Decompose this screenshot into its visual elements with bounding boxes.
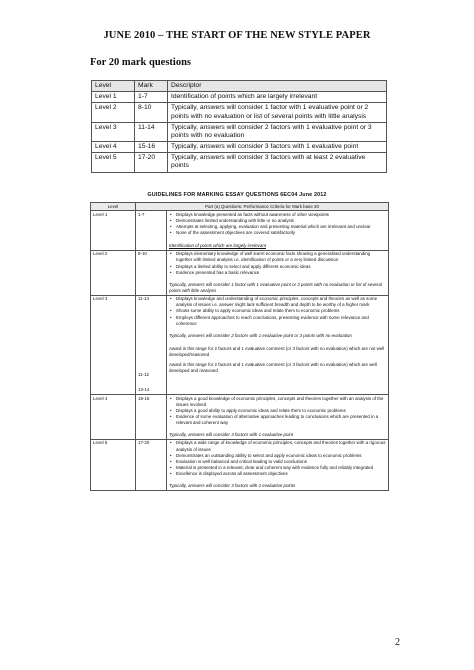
criteria-list xyxy=(169,212,386,237)
guidelines-row-level-1 xyxy=(91,211,389,251)
section-title: For 20 mark questions xyxy=(90,57,192,68)
criteria-list xyxy=(169,296,386,327)
mark-cell: 17-20 xyxy=(136,439,167,490)
typical-answer-note: Typically, answers will consider 3 factors with 2 evaluative points xyxy=(169,483,296,489)
award-range-text: Award in this range for 2 factors and 1 evaluative comment (or 3 factors with no evaluation) which are not well developed/reasoned xyxy=(169,346,385,358)
descriptor-header-row xyxy=(92,81,387,92)
descriptor-cell: Typically, answers will consider 1 factor with 1 evaluative point or 2 points with no evaluation or list of several points with little analysis xyxy=(168,103,387,122)
criteria-list xyxy=(169,396,386,427)
descriptor-cell: Identification of points which are largely irrelevant xyxy=(168,92,387,103)
criteria-item: • Excellence is displayed across all assessment objectives xyxy=(175,471,386,477)
mark-cell: 11-14 xyxy=(135,122,168,141)
typical-answer-note: Typically, answers will consider 3 factors with 1 evaluative point xyxy=(169,432,294,438)
mark-cell: 15-16 xyxy=(136,395,167,440)
guidelines-title: GUIDELINES FOR MARKING ESSAY QUESTIONS 6EC04 June 2012 xyxy=(147,192,327,198)
criteria-item: • Employs different approaches to reach conclusions, presenting evidence with some relevance and coherence xyxy=(175,315,386,327)
mark-cell: 17-20 xyxy=(135,153,168,172)
mark-cell: 1-7 xyxy=(136,211,167,251)
criteria-list xyxy=(169,251,386,276)
criteria-item: • Displays knowledge presented as facts without awareness of other viewpoints xyxy=(175,212,386,218)
level-cell: Level 3 xyxy=(91,295,136,394)
sub-mark-range: 13-14 xyxy=(138,387,150,393)
level-cell: Level 4 xyxy=(92,142,135,153)
level-cell: Level 2 xyxy=(91,250,136,295)
guidelines-row-level-5 xyxy=(91,439,389,490)
criteria-item: • Displays a wide range of knowledge of economic principles, concepts and theories together with a rigorous analysis of issues xyxy=(175,440,386,452)
typical-answer-note: Identification of points which are largely irrelevant xyxy=(169,243,266,249)
sub-mark-range: 11-12 xyxy=(138,372,150,378)
criteria-item: • Shows some ability to apply economic ideas and relate them to economic problems xyxy=(175,308,386,314)
table-row xyxy=(92,103,387,122)
guidelines-table xyxy=(90,202,389,491)
mark-cell xyxy=(136,295,167,394)
criteria-item: • Displays knowledge and understanding of economic principles, concepts and theories as well as some analysis of issues i.e. answer might lack sufficient breadth and depth to be worthy of a higher mark xyxy=(175,296,386,308)
criteria-cell xyxy=(167,295,389,394)
criteria-item: • Material is presented in a relevant, clear and coherent way with evidence fully and reliably integrated xyxy=(175,465,386,471)
typical-answer-note: Typically, answers will consider 2 factors with 1 evaluative point or 3 points with no evaluation xyxy=(169,332,352,338)
table-row xyxy=(92,142,387,153)
page-number: 2 xyxy=(395,637,400,648)
typical-answer-note: Typically, answers will consider 1 factor with 1 evaluative point or 2 points with no evaluation or list of several points with little analysis xyxy=(169,281,382,294)
criteria-item: • Displays a limited ability to select and apply different economic ideas xyxy=(175,264,386,270)
guidelines-row-level-3 xyxy=(91,295,389,394)
col-header-level: Level xyxy=(92,81,135,92)
level-cell: Level 1 xyxy=(92,92,135,103)
guidelines-row-level-4 xyxy=(91,395,389,440)
col-header-descriptor: Descriptor xyxy=(168,81,387,92)
mark-range: 11-14 xyxy=(138,296,150,302)
level-cell: Level 1 xyxy=(91,211,136,251)
mark-cell: 8-10 xyxy=(136,250,167,295)
level-cell: Level 2 xyxy=(92,103,135,122)
criteria-item: • Evidence presented has a basic relevance xyxy=(175,270,386,276)
level-cell: Level 3 xyxy=(92,122,135,141)
criteria-item: • Displays a good knowledge of economic principles, concepts and theories together with an analysis of the issues involved xyxy=(175,396,386,408)
criteria-list xyxy=(169,440,386,477)
mark-cell: 15-16 xyxy=(135,142,168,153)
descriptor-cell: Typically, answers will consider 3 factors with at least 2 evaluative points xyxy=(168,153,387,172)
criteria-cell xyxy=(167,211,389,251)
page-title: JUNE 2010 – THE START OF THE NEW STYLE PAPER xyxy=(103,30,371,41)
criteria-cell xyxy=(167,250,389,295)
criteria-cell xyxy=(167,439,389,490)
table-row xyxy=(92,153,387,172)
award-range-text: Award in this range for 2 factors and 1 evaluative comment (or 3 factors with no evaluation) which are well developed and reasoned xyxy=(169,362,377,374)
level-cell: Level 5 xyxy=(92,153,135,172)
descriptor-table xyxy=(91,80,387,173)
table-row xyxy=(92,92,387,103)
guidelines-row-level-2 xyxy=(91,250,389,295)
table-row xyxy=(92,122,387,141)
criteria-item: • Demonstrates an outstanding ability to select and apply economic ideas to economic problems xyxy=(175,453,386,459)
criteria-item: • None of the assessment objectives are covered satisfactorily xyxy=(175,230,386,236)
criteria-item: • Displays elementary knowledge of well learnt economic facts showing a generalised understanding together with limited analysis i.e. identification of points or a very limited discussion xyxy=(175,251,386,263)
guidelines-header-part: Part (a) Questions: Performance Criteria for Mark base 20 xyxy=(136,203,389,211)
criteria-item: • Displays a good ability to apply economic ideas and relate them to economic problems xyxy=(175,408,386,414)
descriptor-cell: Typically, answers will consider 3 factors with 1 evaluative point xyxy=(168,142,387,153)
descriptor-cell: Typically, answers will consider 2 factors with 1 evaluative point or 3 points with no evaluation xyxy=(168,122,387,141)
guidelines-header-level: Level xyxy=(91,203,136,211)
mark-cell: 8-10 xyxy=(135,103,168,122)
criteria-item: • Evidence of some evaluation of alternative approaches leading to conclusions which are presented in a relevant and coherent way xyxy=(175,414,386,426)
criteria-cell xyxy=(167,395,389,440)
level-cell: Level 4 xyxy=(91,395,136,440)
criteria-item: • Demonstrates limited understanding with little or no analysis xyxy=(175,218,386,224)
mark-cell: 1-7 xyxy=(135,92,168,103)
criteria-item: • Evaluation is well balanced and critical leading to valid conclusions xyxy=(175,459,386,465)
col-header-mark: Mark xyxy=(135,81,168,92)
guidelines-header-row xyxy=(91,203,389,211)
level-cell: Level 5 xyxy=(91,439,136,490)
criteria-item: • Attempts at selecting, applying, evaluation and presenting material which are irrelevant and unclear xyxy=(175,224,386,230)
